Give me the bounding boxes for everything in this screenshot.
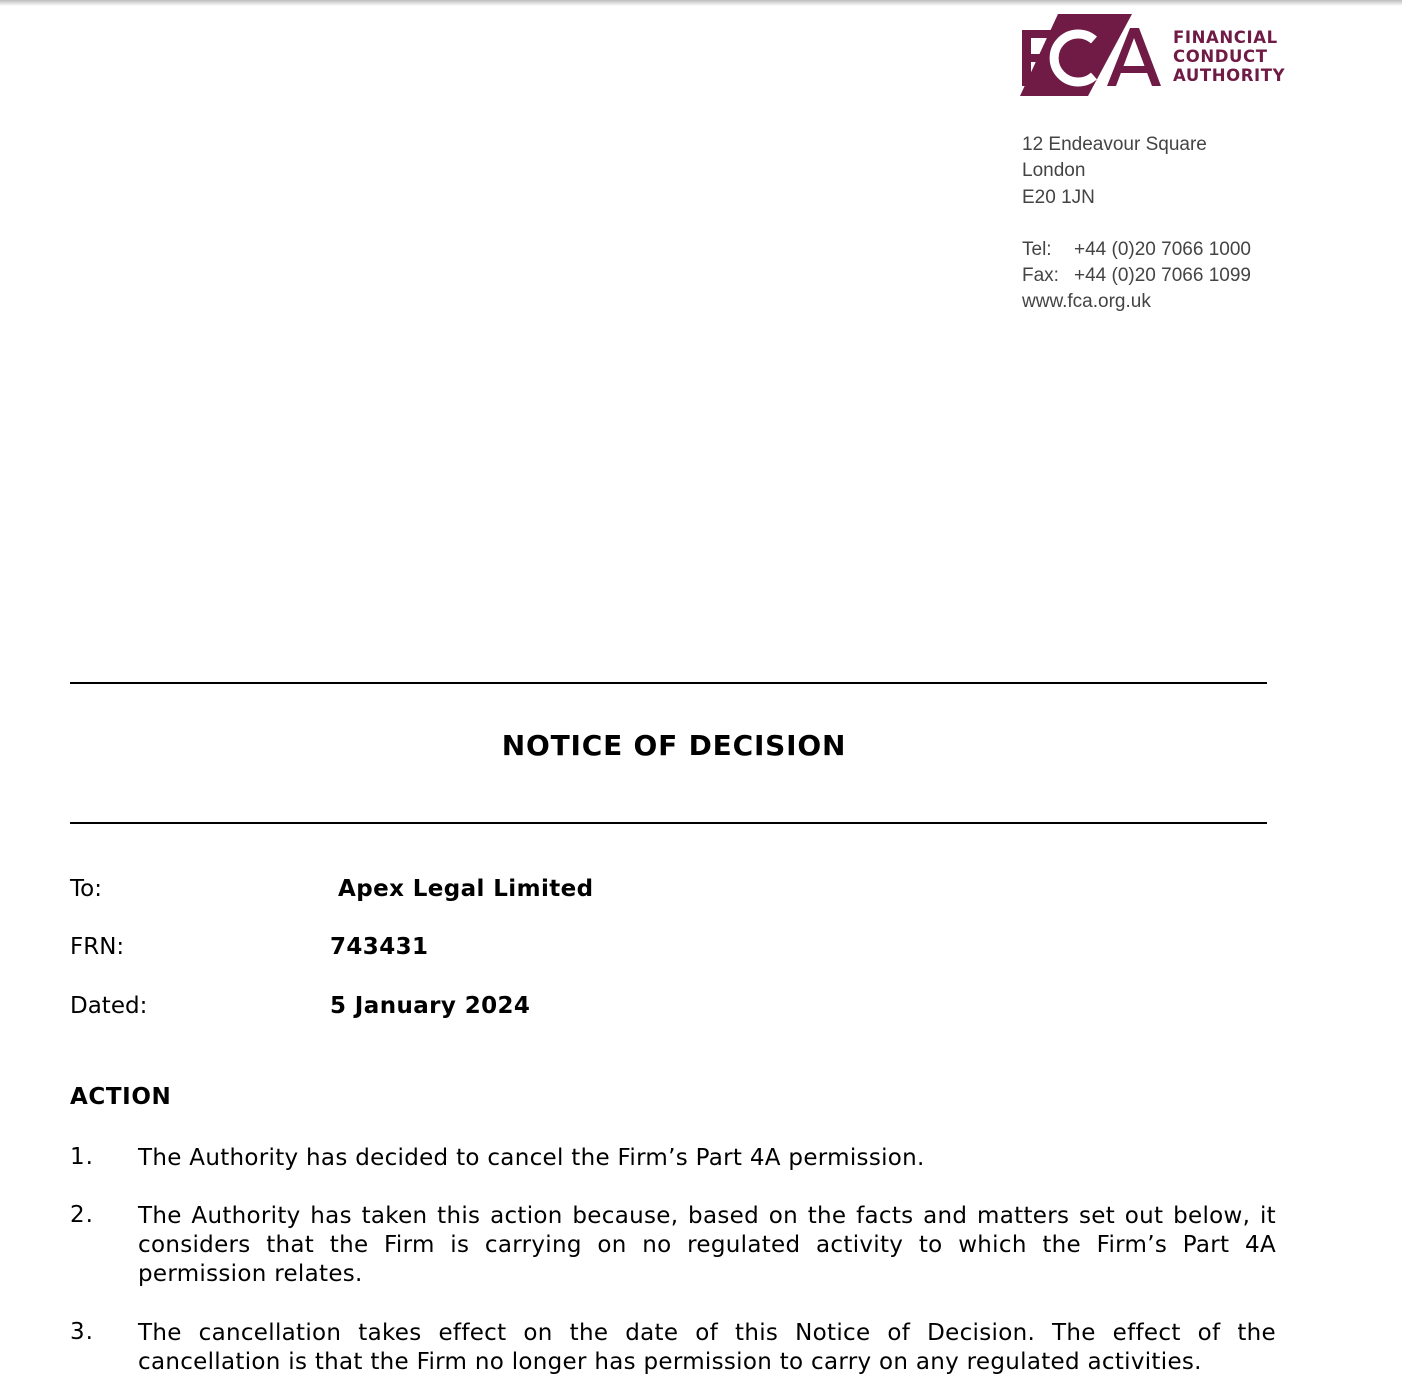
paragraph-text-2: The Authority has taken this action because, based on the facts and matters set out below, it considers that the Firm is carrying on no regulated activity to which the Firm’s Part 4A permission relates. xyxy=(138,1203,1276,1287)
title-rule-bottom xyxy=(70,822,1267,824)
to-label: To: xyxy=(70,876,102,902)
to-value: Apex Legal Limited xyxy=(338,876,594,902)
address-line-3: E20 1JN xyxy=(1022,186,1095,208)
dated-label: Dated: xyxy=(70,993,148,1019)
fax-number: +44 (0)20 7066 1099 xyxy=(1074,265,1251,287)
tel-label: Tel: xyxy=(1022,238,1052,260)
tel-line xyxy=(1022,237,1251,263)
page-top-edge xyxy=(0,0,1402,6)
logo-word-conduct: CONDUCT xyxy=(1173,47,1268,66)
tel-number: +44 (0)20 7066 1000 xyxy=(1074,238,1251,260)
fca-logo-mark xyxy=(1020,14,1162,96)
paragraph-number-3: 3. xyxy=(70,1319,94,1345)
frn-value: 743431 xyxy=(330,934,429,960)
paragraph-text-1: The Authority has decided to cancel the Firm’s Part 4A permission. xyxy=(138,1145,925,1171)
section-heading-action: ACTION xyxy=(70,1084,172,1110)
website: www.fca.org.uk xyxy=(1022,291,1151,313)
title-rule-top xyxy=(70,682,1267,684)
paragraph-number-1: 1. xyxy=(70,1144,94,1170)
address-gap xyxy=(1022,211,1251,237)
address-line-2: London xyxy=(1022,160,1086,182)
logo-word-authority: AUTHORITY xyxy=(1173,66,1286,85)
fax-line xyxy=(1022,263,1251,289)
paragraph-text-3: The cancellation takes effect on the date of this Notice of Decision. The effect of the cancellation is that the Firm no longer has permission to carry on any regulated activities. xyxy=(138,1320,1276,1375)
frn-label: FRN: xyxy=(70,934,125,960)
logo-word-financial: FINANCIAL xyxy=(1173,28,1278,47)
fca-logo xyxy=(1020,14,1286,98)
logo-wordmark xyxy=(1173,28,1285,85)
document-title: NOTICE OF DECISION xyxy=(501,729,847,762)
address-block xyxy=(1022,132,1251,316)
paragraph-number-2: 2. xyxy=(70,1202,94,1228)
fax-label: Fax: xyxy=(1022,265,1059,287)
dated-value: 5 January 2024 xyxy=(330,993,531,1019)
address-line-1: 12 Endeavour Square xyxy=(1022,134,1207,155)
